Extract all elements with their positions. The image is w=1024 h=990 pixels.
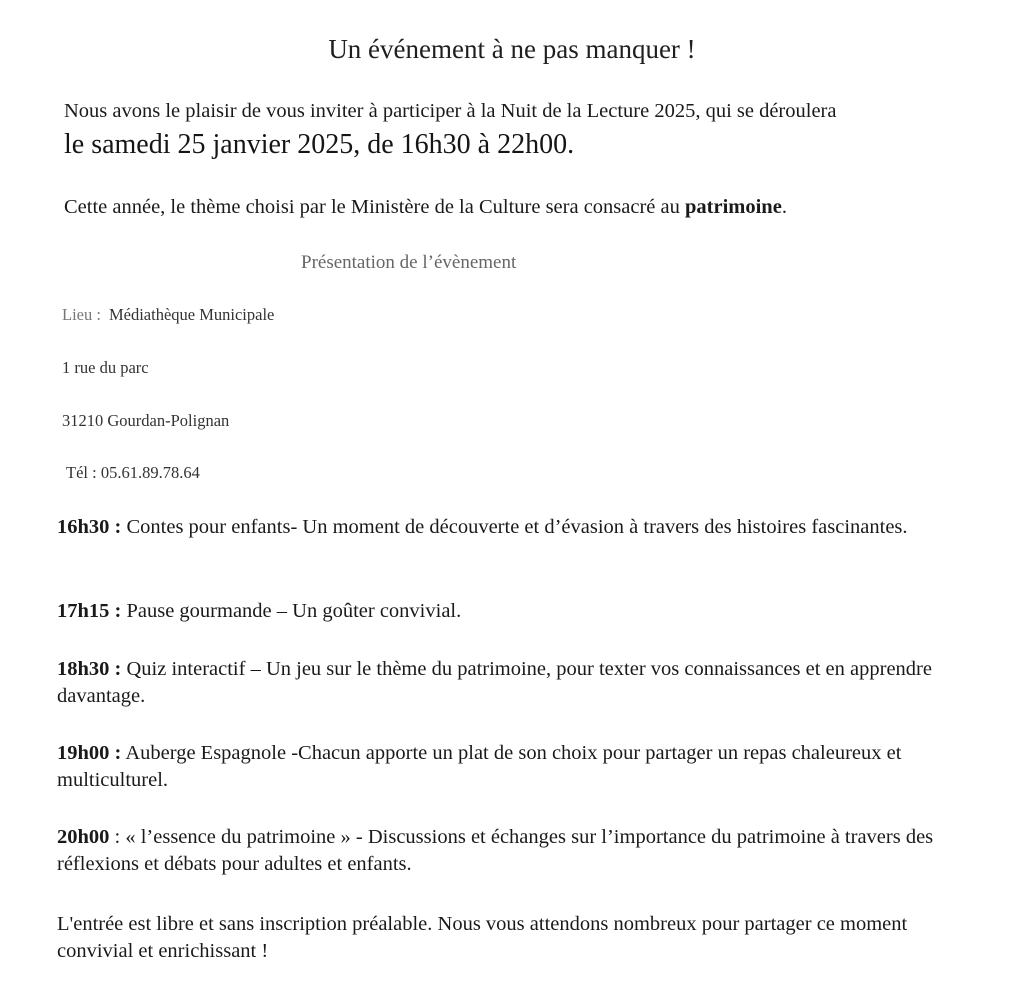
venue-label: Lieu : xyxy=(62,305,101,324)
program-time: 16h30 : xyxy=(57,516,122,538)
page-title: Un événement à ne pas manquer ! xyxy=(328,34,696,64)
event-date-line: le samedi 25 janvier 2025, de 16h30 à 22h00. xyxy=(64,129,575,160)
program-item xyxy=(57,824,987,878)
program-text: Pause gourmande – Un goûter convivial. xyxy=(121,600,462,622)
venue-street: 1 rue du parc xyxy=(62,358,149,377)
section-heading: Présentation de l’évènement xyxy=(301,252,517,273)
venue-city: 31210 Gourdan-Polignan xyxy=(62,411,230,430)
theme-text: Cette année, le thème choisi par le Ministère de la Culture sera consacré au xyxy=(64,196,686,218)
program-time: 17h15 : xyxy=(57,600,122,622)
theme-highlight: patrimoine xyxy=(685,196,782,218)
venue-phone: Tél : 05.61.89.78.64 xyxy=(66,463,200,482)
program-text: Quiz interactif – Un jeu sur le thème du patrimoine, pour texter vos connaissances et en apprendre davantage. xyxy=(57,658,932,707)
venue-name: Médiathèque Municipale xyxy=(108,305,275,324)
program-item xyxy=(57,514,987,541)
program-text: : « l’essence du patrimoine » - Discussions et échanges sur l’importance du patrimoine à travers des réflexions et débats pour adultes et enfants. xyxy=(57,826,934,875)
program-time: 19h00 : xyxy=(57,742,122,764)
intro-line: Nous avons le plaisir de vous inviter à participer à la Nuit de la Lecture 2025, qui se déroulera xyxy=(64,100,837,122)
theme-end: . xyxy=(781,196,787,218)
theme-paragraph xyxy=(64,196,787,219)
closing-paragraph: L'entrée est libre et sans inscription préalable. Nous vous attendons nombreux pour partager ce moment convivial et enrichissant ! xyxy=(57,913,908,962)
program-time: 20h00 xyxy=(57,826,110,848)
program-text: Auberge Espagnole -Chacun apporte un plat de son choix pour partager un repas chaleureux et multiculturel. xyxy=(57,742,902,791)
program-item xyxy=(57,740,987,794)
program-time: 18h30 : xyxy=(57,658,122,680)
venue-line xyxy=(62,305,274,325)
program-item xyxy=(57,598,987,625)
program-text: Contes pour enfants- Un moment de découverte et d’évasion à travers des histoires fascinantes. xyxy=(121,516,908,538)
program-item xyxy=(57,656,987,710)
